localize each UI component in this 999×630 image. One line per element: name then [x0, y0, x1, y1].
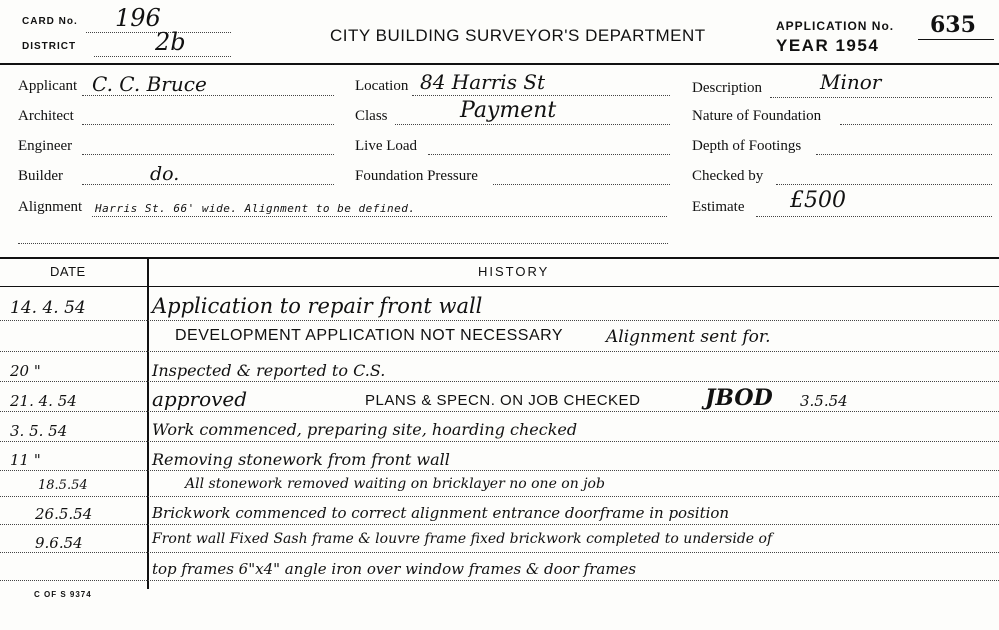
history-row-text: top frames 6"x4" angle iron over window frames & door frames: [152, 560, 637, 578]
foundation-pressure-line: [493, 184, 670, 185]
history-line: [0, 441, 999, 442]
history-row-date: 18.5.54: [38, 478, 88, 493]
department-title: CITY BUILDING SURVEYOR'S DEPARTMENT: [330, 26, 706, 45]
applicant-value: C. C. Bruce: [92, 72, 207, 96]
checked-by-label: Checked by: [692, 168, 764, 184]
history-line: [0, 411, 999, 412]
history-row-stamp: DEVELOPMENT APPLICATION NOT NECESSARY: [175, 327, 564, 344]
year-label: YEAR 1954: [776, 36, 880, 55]
history-row-date: 14. 4. 54: [10, 298, 86, 318]
blank-line: [18, 243, 668, 244]
applicant-label: Applicant: [18, 78, 78, 94]
class-line: [395, 124, 670, 125]
application-no-label: APPLICATION No.: [776, 19, 895, 33]
fields-divider: [0, 257, 999, 259]
depth-of-footings-label: Depth of Footings: [692, 138, 802, 154]
alignment-label: Alignment: [18, 199, 83, 215]
district-label: DISTRICT: [22, 41, 77, 52]
district-line: [94, 56, 231, 57]
date-header: DATE: [50, 264, 86, 279]
nature-of-foundation-line: [840, 124, 992, 125]
history-line: [0, 580, 999, 581]
estimate-value: £500: [790, 188, 846, 213]
history-line: [0, 320, 999, 321]
checked-by-line: [776, 184, 992, 185]
history-row-text: Work commenced, preparing site, hoarding checked: [152, 420, 578, 439]
history-row-date: 3. 5. 54: [10, 422, 68, 440]
builder-line: [82, 184, 334, 185]
estimate-line: [756, 216, 992, 217]
history-row-stamp: PLANS & SPECN. ON JOB CHECKED: [365, 392, 641, 409]
history-header: HISTORY: [478, 264, 550, 279]
history-line: [0, 496, 999, 497]
location-value: 84 Harris St: [420, 70, 546, 94]
history-row-date: 21. 4. 54: [10, 392, 77, 410]
history-row-text: All stonework removed waiting on bricklayer no one on job: [185, 476, 605, 492]
history-line: [0, 470, 999, 471]
history-row-date: 11 ": [10, 451, 41, 469]
depth-of-footings-line: [816, 154, 992, 155]
engineer-line: [82, 154, 334, 155]
history-row-text: Inspected & reported to C.S.: [152, 361, 386, 380]
district-value: 2b: [155, 28, 186, 56]
inspector-initials: JBOD: [705, 385, 773, 411]
architect-label: Architect: [18, 108, 74, 124]
location-line: [412, 95, 670, 96]
application-no-value: 635: [930, 12, 976, 38]
architect-line: [82, 124, 334, 125]
history-header-rule: [0, 286, 999, 287]
alignment-value: Harris St. 66' wide. Alignment to be defined.: [95, 202, 416, 215]
engineer-label: Engineer: [18, 138, 73, 154]
estimate-label: Estimate: [692, 199, 745, 215]
history-row-text: Removing stonework from front wall: [152, 450, 450, 469]
history-row-extra: 3.5.54: [800, 392, 848, 410]
class-value: Payment: [460, 98, 557, 123]
description-value: Minor: [820, 70, 882, 94]
description-line: [770, 97, 992, 98]
class-label: Class: [355, 108, 388, 124]
history-row-date: 20 ": [10, 362, 41, 380]
history-line: [0, 351, 999, 352]
form-code: C OF S 9374: [34, 590, 92, 599]
card-no-label: CARD No.: [22, 16, 78, 27]
location-label: Location: [355, 78, 409, 94]
history-row-text: Application to repair front wall: [152, 294, 483, 318]
history-line: [0, 381, 999, 382]
alignment-line: [92, 216, 667, 217]
header-divider: [0, 63, 999, 65]
builder-label: Builder: [18, 168, 63, 184]
card-no-value: 196: [115, 4, 161, 32]
applicant-line: [82, 95, 334, 96]
nature-of-foundation-label: Nature of Foundation: [692, 108, 822, 124]
history-row-text: Brickwork commenced to correct alignment entrance doorframe in position: [152, 504, 730, 522]
application-no-underline: [918, 39, 994, 40]
history-row-text: approved: [152, 387, 248, 411]
history-row-date: 9.6.54: [35, 534, 83, 552]
history-row-extra: Alignment sent for.: [606, 327, 771, 347]
live-load-label: Live Load: [355, 138, 418, 154]
foundation-pressure-label: Foundation Pressure: [355, 168, 478, 184]
history-line: [0, 552, 999, 553]
description-label: Description: [692, 80, 762, 96]
builder-value: do.: [150, 163, 180, 185]
history-row-date: 26.5.54: [35, 505, 93, 523]
live-load-line: [428, 154, 670, 155]
history-line: [0, 524, 999, 525]
history-row-text: Front wall Fixed Sash frame & louvre frame fixed brickwork completed to underside of: [152, 531, 773, 547]
